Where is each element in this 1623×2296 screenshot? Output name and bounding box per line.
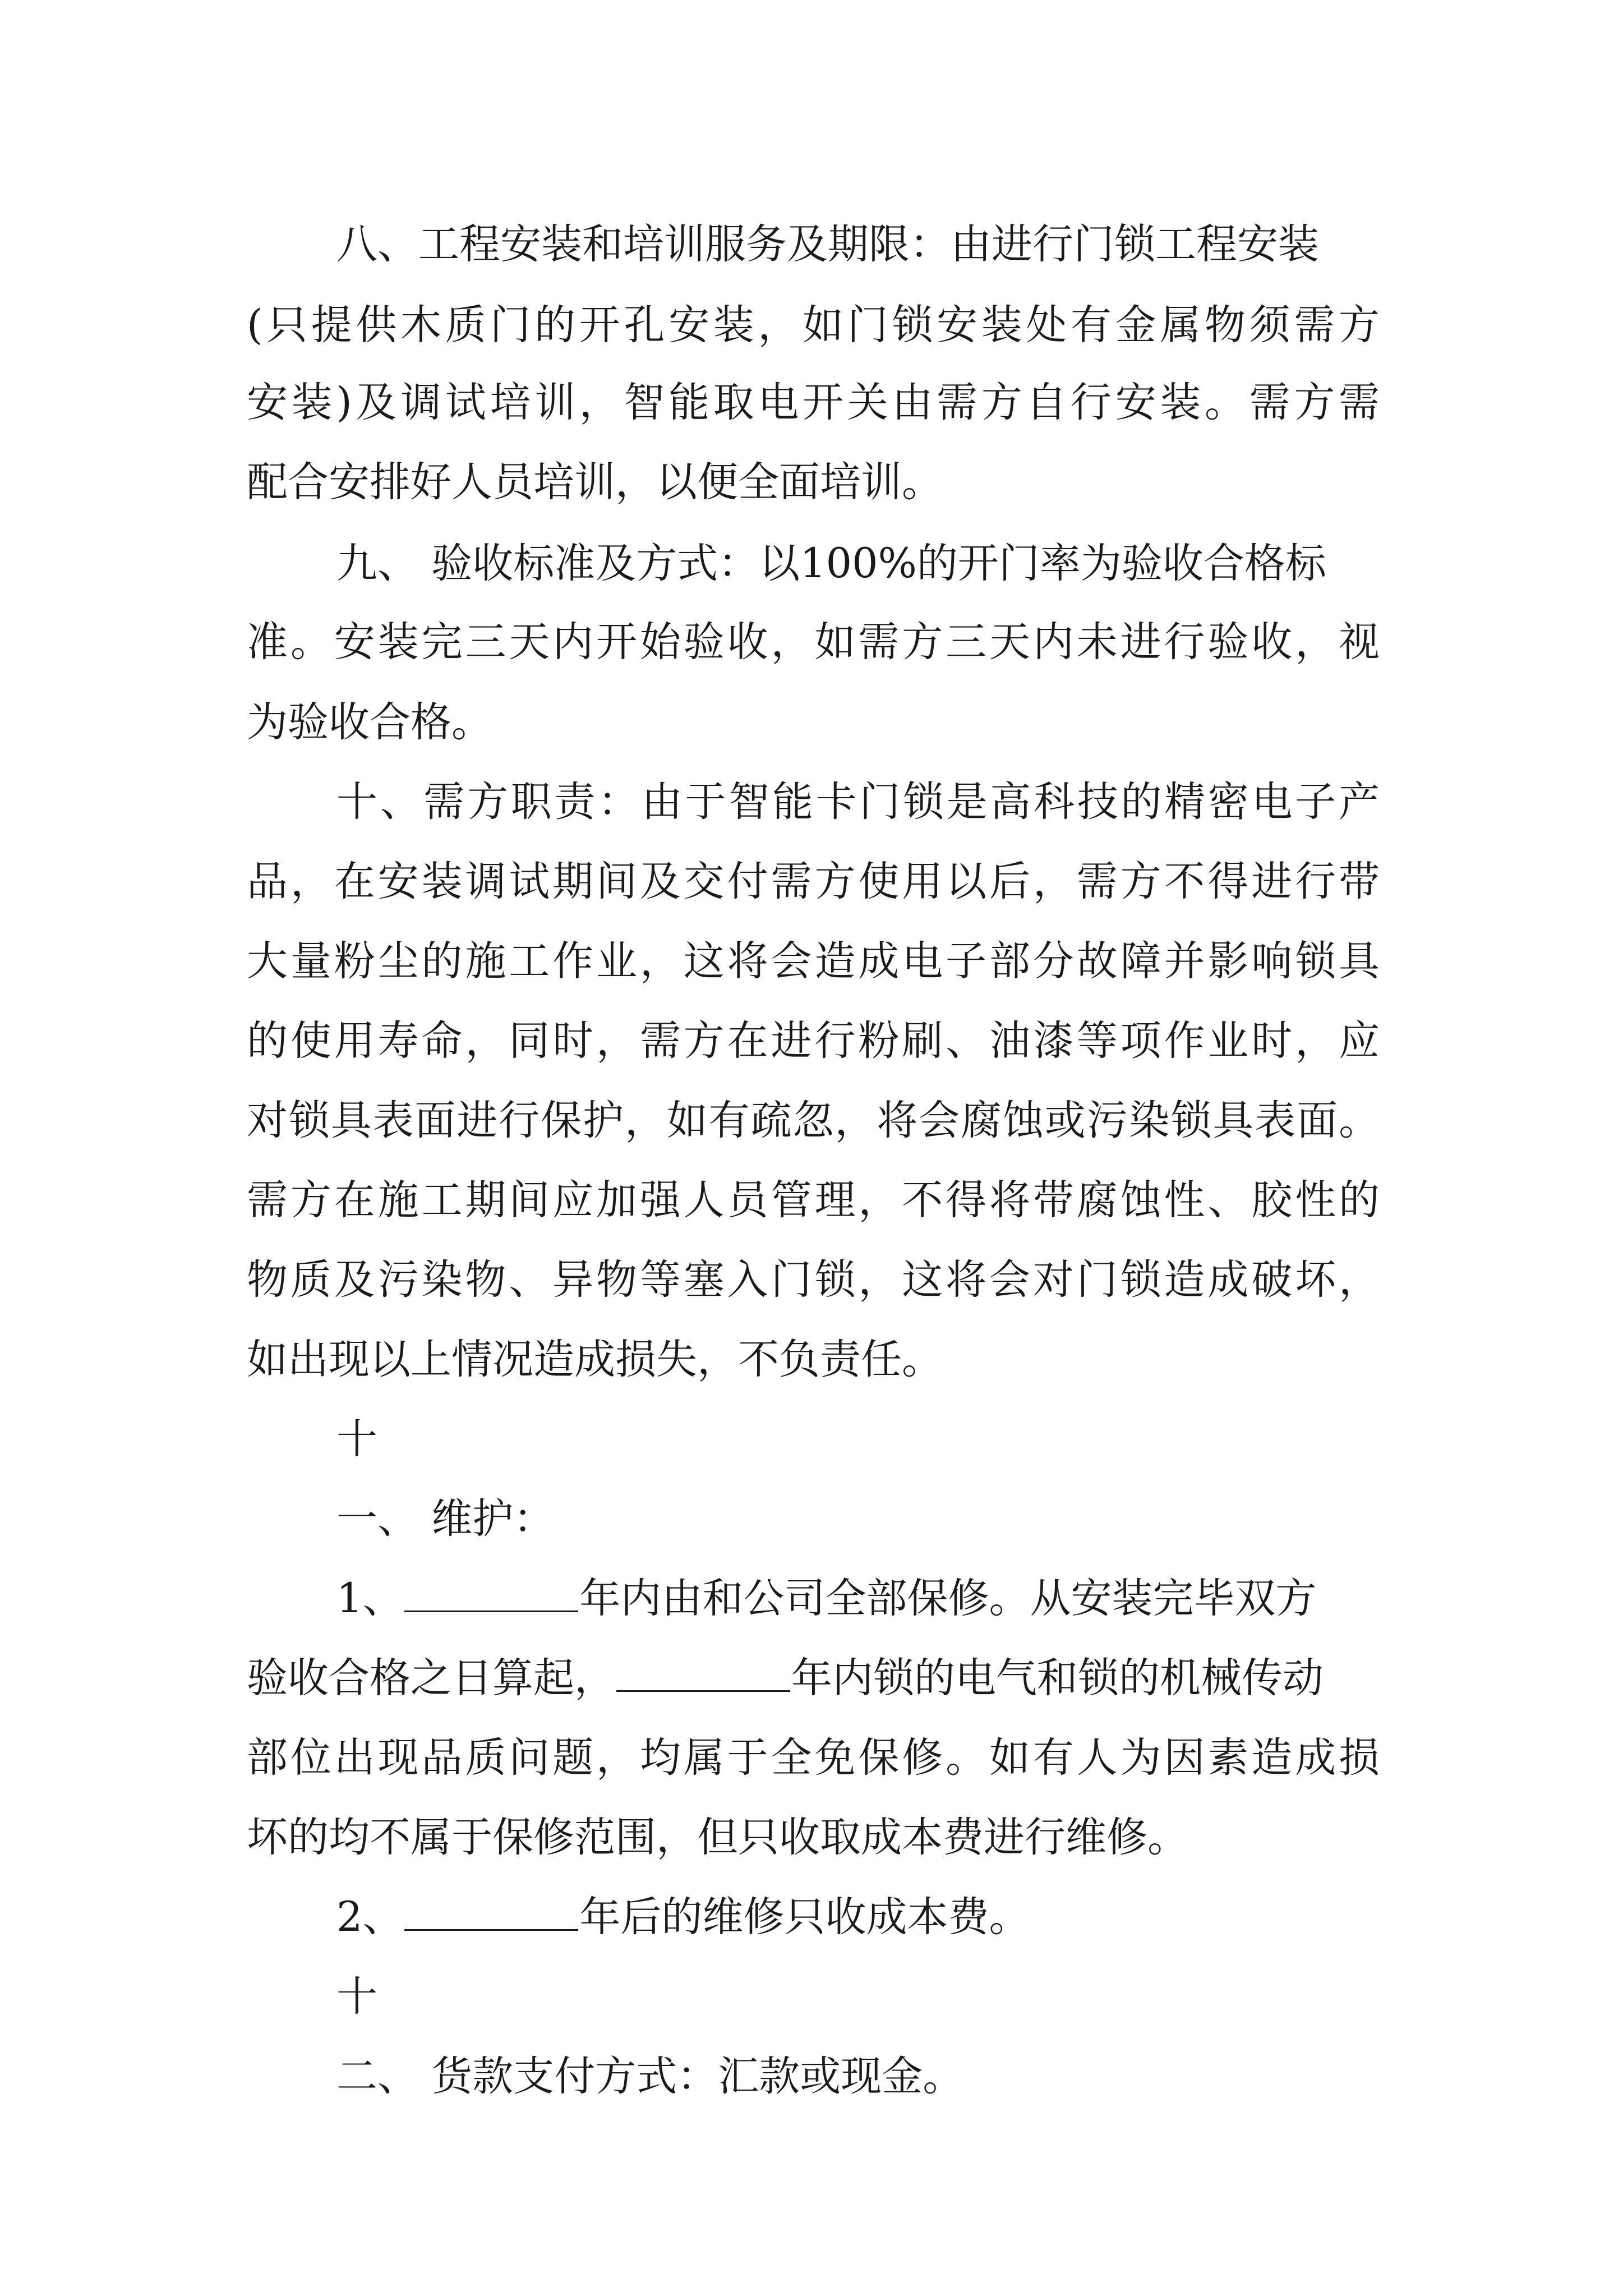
section-9-line-2: 准。安装完三天内开始验收，如需方三天内未进行验收，视 <box>247 618 1380 666</box>
section-12-heading-b: 二、 货款支付方式：汇款或现金。 <box>336 2053 964 2100</box>
section-12-heading-a: 十 <box>336 1973 377 2021</box>
item-1-text: 年内由和公司全部保修。从安装完毕双方 <box>579 1575 1317 1622</box>
section-9-line-3: 为验收合格。 <box>247 698 492 746</box>
section-10-line-8: 如出现以上情况造成损失，不负责任。 <box>247 1336 943 1383</box>
section-8-line-3: 安装)及调试培训，智能取电开关由需方自行安装。需方需 <box>247 379 1380 426</box>
section-10-line-7: 物质及污染物、异物等塞入门锁，这将会对门锁造成破坏， <box>247 1256 1380 1304</box>
fill-in-blank <box>404 1890 578 1931</box>
fill-in-blank <box>616 1651 790 1692</box>
section-11-item-1-line-2 <box>247 1650 1380 1706</box>
section-11-item-1-line-3: 部位出现品质问题，均属于全免保修。如有人为因素造成损 <box>247 1734 1380 1782</box>
section-8-line-4: 配合安排好人员培训，以便全面培训。 <box>247 458 943 506</box>
item-1-line-2-before: 验收合格之日算起， <box>247 1654 615 1702</box>
section-10-line-4: 的使用寿命，同时，需方在进行粉刷、油漆等项作业时，应 <box>247 1017 1380 1065</box>
item-1-line-2-after: 年内锁的电气和锁的机械传动 <box>791 1654 1324 1702</box>
section-9-line-1: 九、 验收标准及方式：以100%的开门率为验收合格标 <box>336 540 1326 587</box>
section-10-line-2: 品，在安装调试期间及交付需方使用以后，需方不得进行带 <box>247 858 1380 905</box>
item-2-text: 年后的维修只收成本费。 <box>579 1893 1030 1941</box>
item-1-prefix: 1、 <box>336 1575 404 1622</box>
section-10-line-6: 需方在施工期间应加强人员管理，不得将带腐蚀性、胶性的 <box>247 1176 1380 1224</box>
section-8-line-2: (只提供木质门的开孔安装，如门锁安装处有金属物须需方 <box>247 301 1380 349</box>
section-10-line-3: 大量粉尘的施工作业，这将会造成电子部分故障并影响锁具 <box>247 937 1380 985</box>
section-11-item-1-line-1 <box>336 1571 1469 1627</box>
section-8-line-1: 八、工程安装和培训服务及期限：由进行门锁工程安装 <box>336 220 1319 268</box>
section-11-heading-a: 十 <box>336 1415 377 1463</box>
section-10-line-5: 对锁具表面进行保护，如有疏忽，将会腐蚀或污染锁具表面。 <box>247 1097 1380 1144</box>
section-11-item-1-line-4: 坏的均不属于保修范围，但只收取成本费进行维修。 <box>247 1814 1188 1861</box>
section-10-line-1: 十、需方职责：由于智能卡门锁是高科技的精密电子产 <box>336 778 1380 826</box>
item-2-prefix: 2、 <box>336 1893 404 1941</box>
section-11-heading-b: 一、 维护： <box>336 1495 555 1543</box>
section-11-item-2 <box>336 1889 1469 1945</box>
fill-in-blank <box>404 1571 578 1612</box>
